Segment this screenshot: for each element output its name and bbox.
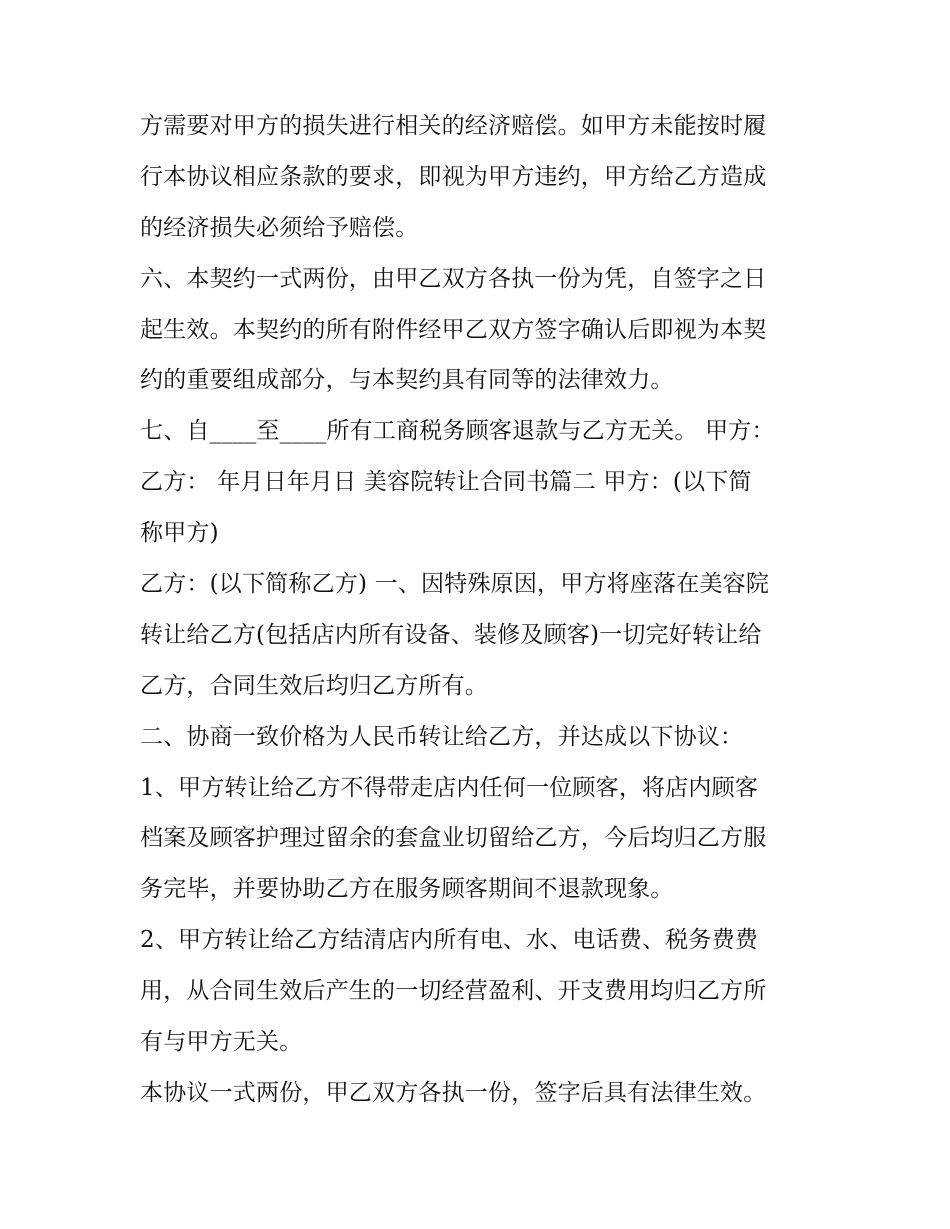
text-line: 本协议一式两份，甲乙双方各执一份，签字后具有法律生效。 bbox=[140, 1079, 767, 1106]
text-line: 起生效。本契约的所有附件经甲乙双方签字确认后即视为本契 bbox=[140, 316, 767, 343]
text-line: 称甲方) bbox=[140, 520, 219, 547]
text-line: 务完毕，并要协助乙方在服务顾客期间不退款现象。 bbox=[140, 876, 674, 903]
text-line: 行本协议相应条款的要求，即视为甲方违约，甲方给乙方造成 bbox=[140, 163, 767, 190]
text-line: 档案及顾客护理过留余的套盒业切留给乙方，今后均归乙方服 bbox=[140, 825, 767, 852]
text-line: 七、自____至____所有工商税务顾客退款与乙方无关。 甲方： bbox=[140, 418, 775, 445]
document-page bbox=[140, 101, 820, 1119]
text-line: 用，从合同生效后产生的一切经营盈利、开支费用均归乙方所 bbox=[140, 978, 767, 1005]
text-line: 乙方，合同生效后均归乙方所有。 bbox=[140, 672, 488, 699]
text-line: 六、本契约一式两份，由甲乙双方各执一份为凭，自签字之日 bbox=[140, 265, 767, 292]
text-line: 方需要对甲方的损失进行相关的经济赔偿。如甲方未能按时履 bbox=[140, 113, 767, 139]
text-line: 的经济损失必须给予赔偿。 bbox=[140, 214, 419, 241]
text-line: 乙方：(以下简称乙方) 一、因特殊原因，甲方将座落在美容院 bbox=[140, 571, 770, 598]
text-line: 1、甲方转让给乙方不得带走店内任何一位顾客，将店内顾客 bbox=[140, 774, 759, 801]
text-line: 二、协商一致价格为人民币转让给乙方，并达成以下协议： bbox=[140, 723, 744, 750]
text-line: 乙方： 年月日年月日 美容院转让合同书篇二 甲方：(以下简 bbox=[140, 469, 752, 496]
text-line: 2、甲方转让给乙方结清店内所有电、水、电话费、税务费费 bbox=[140, 927, 759, 954]
text-line: 转让给乙方(包括店内所有设备、装修及顾客)一切完好转让给 bbox=[140, 621, 762, 648]
text-line: 约的重要组成部分，与本契约具有同等的法律效力。 bbox=[140, 367, 674, 394]
text-line: 有与甲方无关。 bbox=[140, 1029, 303, 1056]
